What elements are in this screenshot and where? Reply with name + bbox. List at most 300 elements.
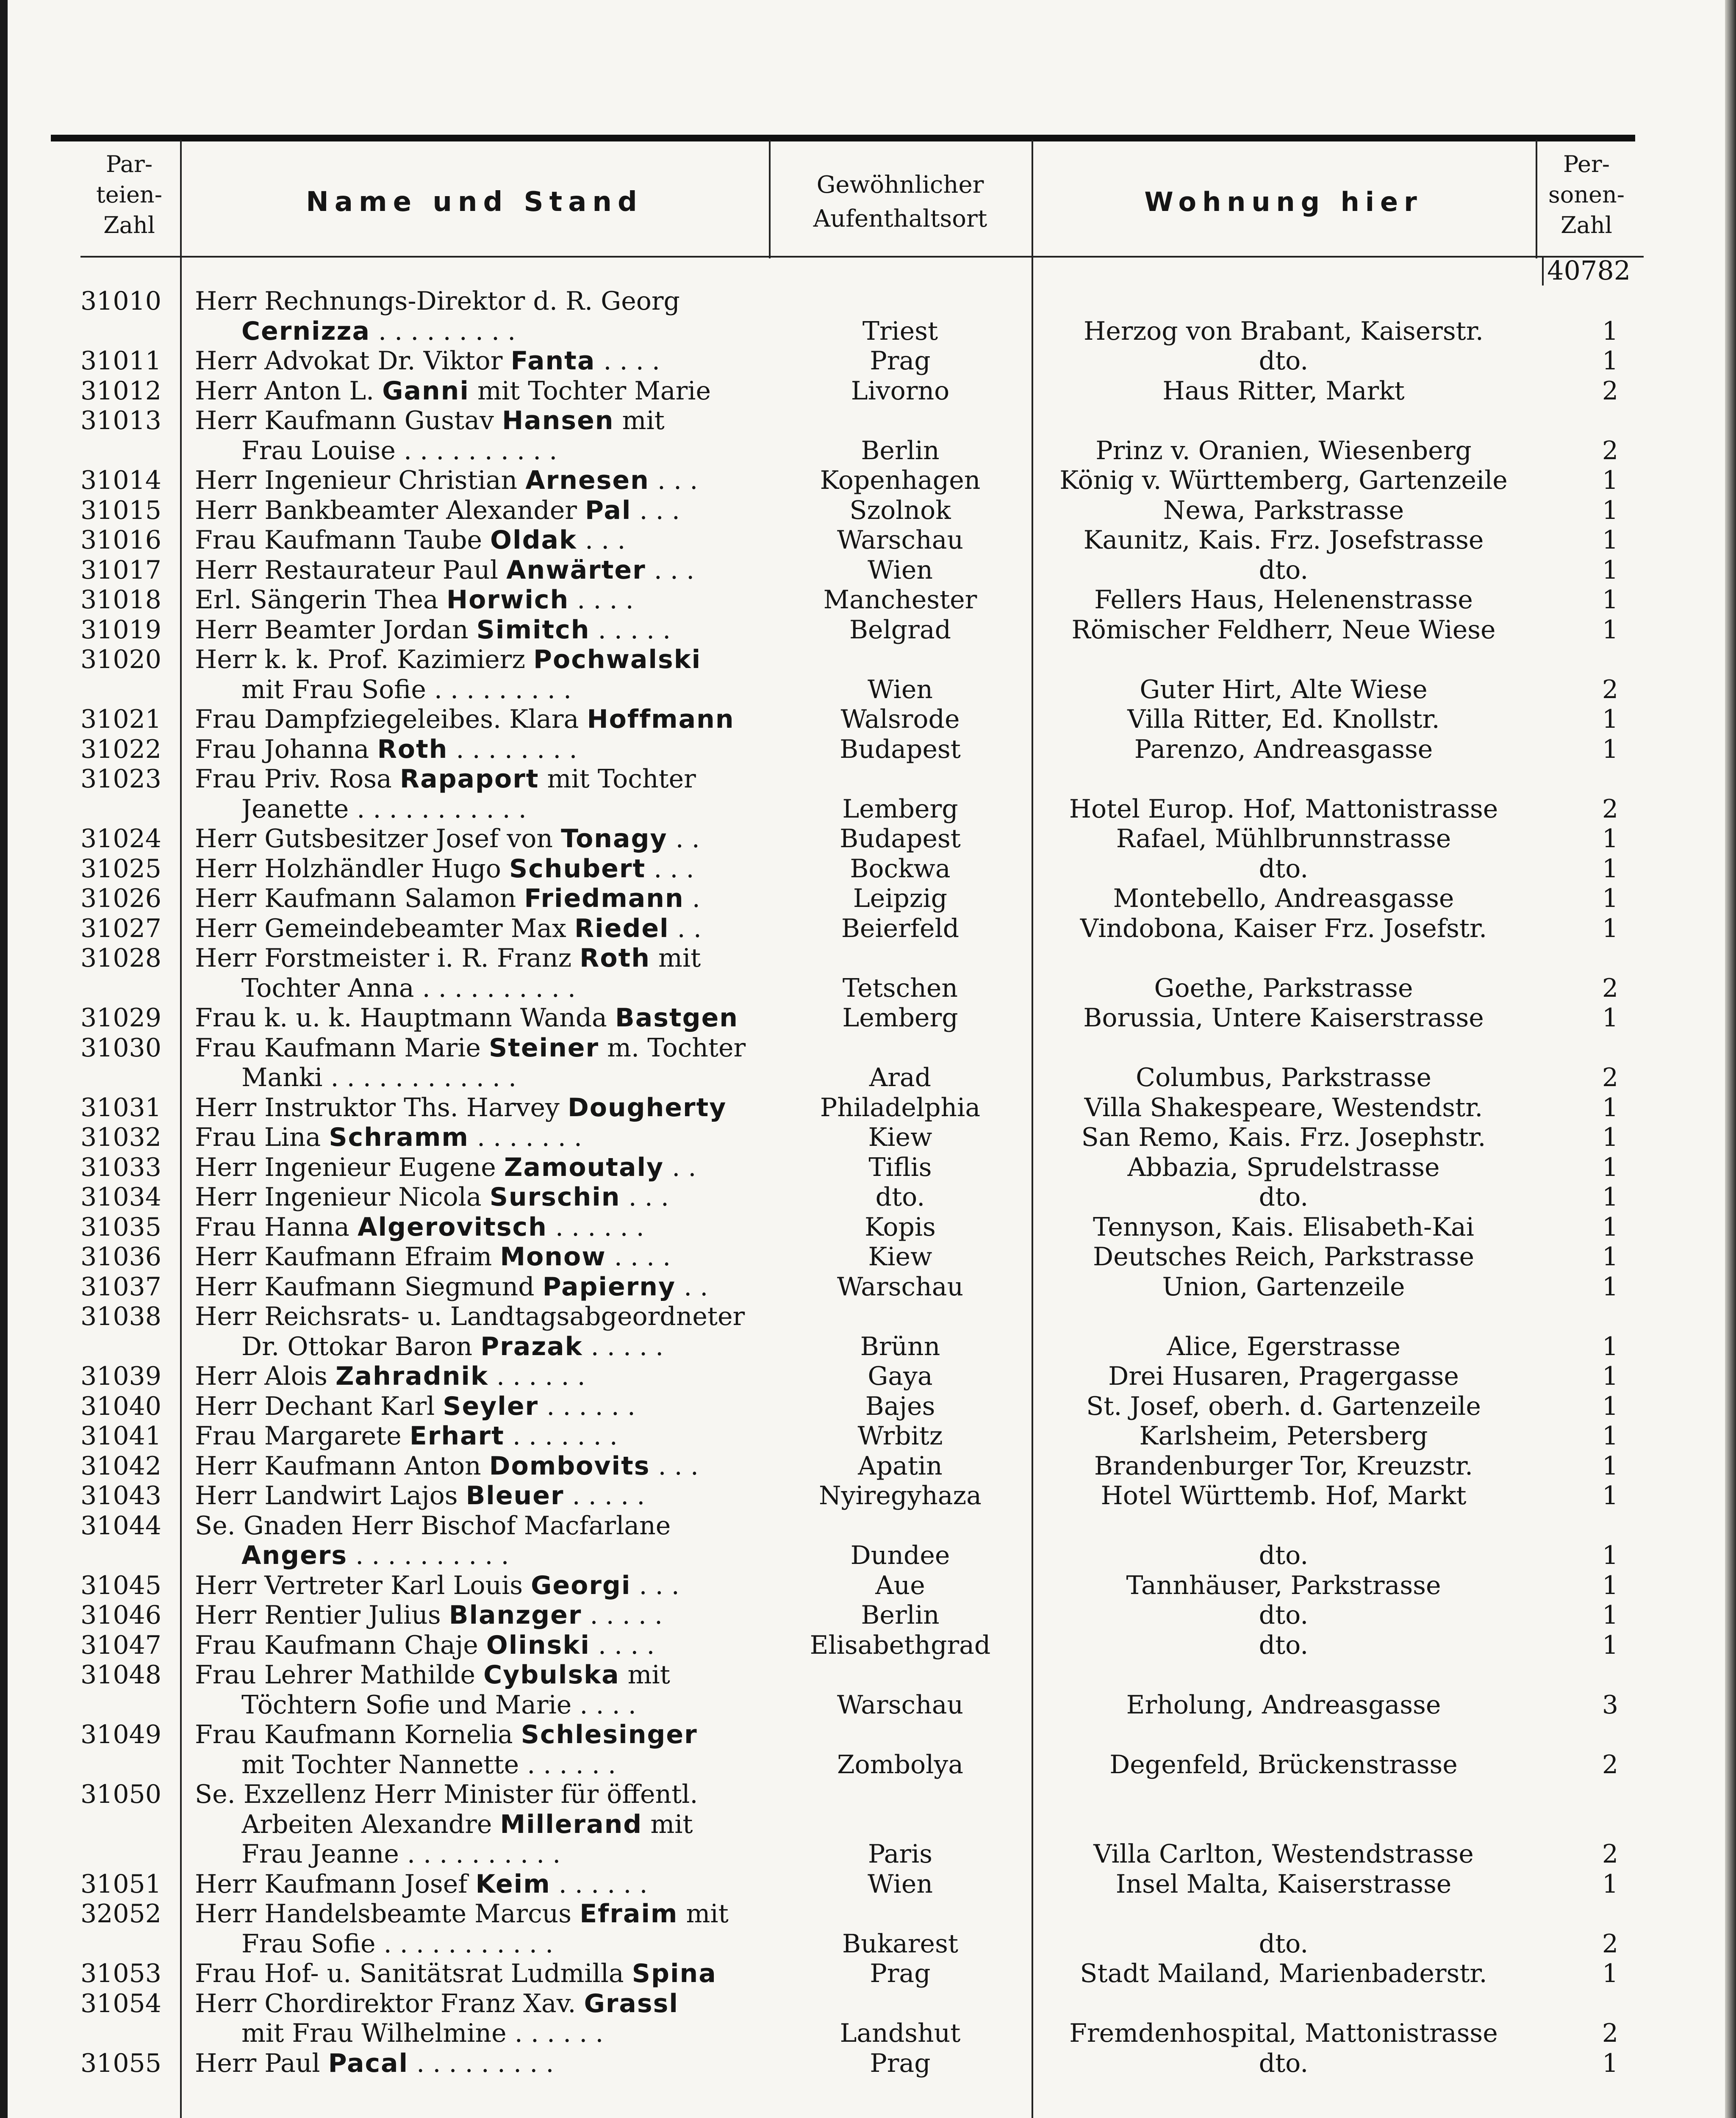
name-suffix: . . . . . .	[547, 1212, 644, 1242]
name-suffix: . . . . . .	[488, 1361, 585, 1391]
name-prefix: Frau Louise . . . . . . . . . .	[241, 435, 557, 466]
table-row	[0, 286, 1736, 316]
person-count: 2	[1602, 435, 1618, 466]
party-number: 32052	[80, 1899, 161, 1929]
name-prefix: Manki . . . . . . . . . . . .	[241, 1063, 517, 1092]
name-prefix: Frau Hof- u. Sanitätsrat Ludmilla	[195, 1959, 632, 1988]
name-and-status	[241, 1929, 763, 1959]
lodging-here: Hotel Württemb. Hof, Markt	[1101, 1481, 1467, 1511]
usual-residence: Paris	[868, 1839, 933, 1869]
party-number: 31038	[80, 1302, 161, 1331]
party-number: 31041	[80, 1421, 161, 1451]
lodging-here: dto.	[1259, 2048, 1309, 2078]
table-row	[0, 1481, 1736, 1511]
name-prefix: Herr Gutsbesitzer Josef von	[195, 824, 561, 854]
person-count: 1	[1602, 1541, 1618, 1570]
table-row	[0, 1899, 1736, 1929]
party-number: 31051	[80, 1869, 161, 1899]
person-count: 1	[1602, 346, 1618, 376]
lodging-here: Degenfeld, Brückenstrasse	[1109, 1749, 1458, 1780]
party-number: 31030	[80, 1033, 161, 1063]
party-number: 31019	[80, 615, 161, 645]
name-suffix: mit	[614, 406, 665, 435]
table-row	[0, 1003, 1736, 1033]
person-count: 1	[1602, 1481, 1618, 1511]
person-count: 1	[1602, 525, 1618, 555]
usual-residence: Arad	[869, 1063, 932, 1092]
name-and-status	[195, 1421, 763, 1451]
table-row	[0, 824, 1736, 854]
lodging-here: Abbazia, Sprudelstrasse	[1127, 1152, 1440, 1182]
surname: Pacal	[328, 2048, 409, 2078]
table-row	[0, 1451, 1736, 1481]
carry-forward-count: 40782	[1542, 256, 1649, 286]
surname: Cybulska	[483, 1660, 620, 1690]
name-prefix: Herr Ingenieur Nicola	[195, 1182, 490, 1212]
usual-residence: Warschau	[837, 1690, 964, 1720]
surname: Keim	[475, 1869, 551, 1899]
name-suffix: . . .	[646, 555, 695, 585]
name-suffix: . .	[667, 824, 700, 854]
person-count: 1	[1602, 1600, 1618, 1630]
name-prefix: Erl. Sängerin Thea	[195, 585, 446, 615]
lodging-here: Union, Gartenzeile	[1162, 1272, 1405, 1302]
party-number: 31034	[80, 1182, 161, 1212]
name-and-status	[195, 1451, 763, 1481]
person-count: 2	[1602, 2018, 1618, 2048]
name-prefix: Herr Rentier Julius	[195, 1600, 449, 1630]
person-count: 2	[1602, 376, 1618, 406]
surname: Simitch	[476, 615, 590, 645]
person-count: 2	[1602, 794, 1618, 824]
party-number: 31048	[80, 1660, 161, 1690]
name-and-status	[195, 555, 763, 585]
table-row	[0, 914, 1736, 944]
table-row	[0, 1600, 1736, 1630]
name-and-status	[195, 1600, 763, 1630]
party-number: 31047	[80, 1630, 161, 1660]
usual-residence: Budapest	[840, 734, 961, 764]
party-number: 31021	[80, 704, 161, 734]
lodging-here: dto.	[1259, 1541, 1309, 1570]
usual-residence: Dundee	[850, 1541, 950, 1570]
table-row	[0, 1392, 1736, 1422]
lodging-here: Stadt Mailand, Marienbaderstr.	[1080, 1959, 1487, 1988]
name-and-status	[195, 1003, 763, 1033]
name-and-status	[195, 1869, 763, 1899]
party-number: 31029	[80, 1003, 161, 1033]
column-rule	[1536, 140, 1537, 258]
person-count: 1	[1602, 555, 1618, 585]
surname: Erhart	[409, 1421, 505, 1451]
surname: Rapaport	[399, 764, 539, 794]
name-suffix: . . .	[577, 525, 626, 555]
table-row	[0, 1989, 1736, 2019]
usual-residence: Warschau	[837, 525, 964, 555]
name-prefix: Frau Sofie . . . . . . . . . . .	[241, 1929, 554, 1959]
name-prefix: Herr Handelsbeamte Marcus	[195, 1899, 580, 1929]
name-prefix: Frau Jeanne . . . . . . . . . .	[241, 1839, 561, 1869]
table-row	[0, 555, 1736, 585]
table-row	[0, 1660, 1736, 1690]
person-count: 1	[1602, 704, 1618, 734]
surname: Ganni	[382, 376, 469, 406]
name-and-status	[195, 286, 763, 316]
table-row	[0, 1123, 1736, 1153]
name-prefix: Jeanette . . . . . . . . . . .	[241, 794, 527, 824]
name-prefix: Herr Landwirt Lajos	[195, 1481, 466, 1511]
name-and-status	[195, 914, 763, 944]
person-count: 1	[1602, 854, 1618, 884]
person-count: 1	[1602, 1331, 1618, 1361]
person-count: 2	[1602, 674, 1618, 704]
lodging-here: dto.	[1259, 1630, 1309, 1660]
usual-residence: Berlin	[861, 435, 940, 466]
name-and-status	[195, 466, 763, 496]
usual-residence: Budapest	[840, 824, 961, 854]
header-bottom-rule	[80, 256, 1644, 258]
name-prefix: Herr Ingenieur Christian	[195, 466, 526, 495]
party-number: 31028	[80, 943, 161, 973]
party-number: 31054	[80, 1988, 161, 2018]
lodging-here: Prinz v. Oranien, Wiesenberg	[1095, 435, 1472, 466]
surname: Arnesen	[525, 466, 649, 495]
column-rule	[769, 140, 771, 258]
name-prefix: Herr Chordirektor Franz Xav.	[195, 1988, 584, 2018]
party-number: 31050	[80, 1780, 161, 1809]
name-prefix: Se. Gnaden Herr Bischof Macfarlane	[195, 1511, 671, 1541]
surname: Millerand	[500, 1809, 643, 1839]
lodging-here: Guter Hirt, Alte Wiese	[1140, 674, 1428, 704]
person-count: 1	[1602, 824, 1618, 854]
lodging-here: Villa Shakespeare, Westendstr.	[1084, 1092, 1483, 1123]
name-suffix: . . . . .	[590, 615, 671, 645]
table-row	[0, 1302, 1736, 1332]
lodging-here: dto.	[1259, 1182, 1309, 1212]
column-header-personen: Per- sonen- Zahl	[1548, 151, 1625, 238]
name-prefix: Herr Anton L.	[195, 376, 383, 406]
table-row	[0, 943, 1736, 973]
name-and-status	[195, 1361, 763, 1392]
name-and-status	[195, 496, 763, 526]
lodging-here: König v. Württemberg, Gartenzeile	[1059, 466, 1508, 495]
name-prefix: mit Tochter Nannette . . . . . .	[241, 1749, 616, 1780]
lodging-here: Haus Ritter, Markt	[1162, 376, 1405, 406]
name-prefix: Herr Rechnungs-Direktor d. R. Georg	[195, 286, 680, 316]
surname: Oldak	[490, 525, 577, 555]
table-top-rule	[51, 135, 1635, 141]
table-row	[0, 1839, 1736, 1869]
usual-residence: Bajes	[865, 1391, 935, 1421]
name-suffix: . . . . .	[582, 1331, 664, 1361]
party-number: 31032	[80, 1123, 161, 1152]
name-prefix: Frau Dampfziegeleibes. Klara	[195, 704, 587, 734]
table-row	[0, 704, 1736, 735]
lodging-here: Vindobona, Kaiser Frz. Josefstr.	[1080, 913, 1487, 943]
name-and-status	[195, 406, 763, 436]
person-count: 1	[1602, 1092, 1618, 1123]
name-prefix: Herr Kaufmann Siegmund	[195, 1272, 543, 1302]
table-row	[0, 884, 1736, 914]
usual-residence: Philadelphia	[820, 1092, 981, 1123]
person-count: 1	[1602, 1570, 1618, 1600]
usual-residence: Livorno	[851, 376, 950, 406]
surname: Surschin	[489, 1182, 621, 1212]
name-and-status	[195, 824, 763, 854]
lodging-here: Deutsches Reich, Parkstrasse	[1093, 1242, 1474, 1272]
surname: Steiner	[488, 1033, 599, 1063]
usual-residence: Brünn	[860, 1331, 940, 1361]
surname: Schramm	[329, 1123, 469, 1152]
name-prefix: Herr Kaufmann Josef	[195, 1869, 476, 1899]
name-and-status	[195, 1899, 763, 1929]
name-and-status	[241, 316, 763, 347]
name-prefix: Herr Holzhändler Hugo	[195, 854, 510, 884]
lodging-here: Herzog von Brabant, Kaiserstr.	[1084, 316, 1484, 346]
name-and-status	[195, 1242, 763, 1272]
person-count: 1	[1602, 1630, 1618, 1660]
name-prefix: Frau Priv. Rosa	[195, 764, 400, 794]
name-suffix: mit Tochter Marie	[469, 376, 711, 406]
name-and-status	[195, 1511, 763, 1541]
name-suffix: . . . .	[569, 585, 634, 615]
name-prefix: Tochter Anna . . . . . . . . . .	[241, 973, 576, 1003]
person-count: 1	[1602, 495, 1618, 525]
surname: Papierny	[542, 1272, 676, 1302]
party-number: 31037	[80, 1272, 161, 1302]
name-and-status	[195, 854, 763, 884]
surname: Blanzger	[449, 1600, 582, 1630]
name-and-status	[195, 1630, 763, 1661]
name-and-status	[195, 1212, 763, 1242]
lodging-here: Villa Ritter, Ed. Knollstr.	[1127, 704, 1440, 734]
person-count: 1	[1602, 316, 1618, 346]
name-prefix: Herr Kaufmann Anton	[195, 1451, 489, 1481]
name-and-status	[195, 2049, 763, 2079]
name-suffix: . . .	[631, 1570, 679, 1600]
lodging-here: Goethe, Parkstrasse	[1154, 973, 1413, 1003]
lodging-here: dto.	[1259, 1600, 1309, 1630]
name-and-status	[241, 1690, 763, 1720]
lodging-here: Rafael, Mühlbrunnstrasse	[1116, 824, 1451, 854]
surname: Roth	[377, 734, 448, 764]
table-row	[0, 1093, 1736, 1123]
person-count: 1	[1602, 1123, 1618, 1152]
person-count: 1	[1602, 585, 1618, 615]
name-suffix: . .	[669, 913, 702, 943]
lodging-here: Römischer Feldherr, Neue Wiese	[1071, 615, 1496, 645]
usual-residence: Prag	[870, 2048, 931, 2078]
name-suffix: . . . . .	[564, 1481, 645, 1511]
person-count: 1	[1602, 913, 1618, 943]
name-suffix: mit	[650, 943, 701, 973]
party-number: 31027	[80, 913, 161, 943]
surname: Pal	[585, 495, 632, 525]
party-number: 31046	[80, 1600, 161, 1630]
person-count: 1	[1602, 1182, 1618, 1212]
party-number: 31026	[80, 884, 161, 913]
lodging-here: Drei Husaren, Pragergasse	[1108, 1361, 1459, 1391]
surname: Monow	[500, 1242, 606, 1272]
surname: Efraim	[580, 1899, 678, 1929]
name-and-status	[241, 1063, 763, 1093]
usual-residence: Zombolya	[837, 1749, 964, 1780]
lodging-here: San Remo, Kais. Frz. Josephstr.	[1081, 1123, 1486, 1152]
name-suffix: . . .	[631, 495, 680, 525]
name-and-status	[195, 1093, 763, 1123]
column-header-aufenthalt: Gewöhnlicher Aufenthaltsort	[813, 171, 987, 233]
table-row	[0, 1690, 1736, 1720]
person-count: 3	[1602, 1690, 1618, 1720]
name-prefix: Herr Alois	[195, 1361, 336, 1391]
table-row	[0, 1750, 1736, 1780]
usual-residence: Gaya	[868, 1361, 933, 1391]
surname: Zamoutaly	[504, 1152, 664, 1182]
surname: Tonagy	[561, 824, 668, 854]
lodging-here: Tennyson, Kais. Elisabeth-Kai	[1093, 1212, 1474, 1242]
name-prefix: Dr. Ottokar Baron	[241, 1331, 481, 1361]
usual-residence: Kiew	[868, 1123, 932, 1152]
usual-residence: Kopis	[865, 1212, 936, 1242]
person-count: 1	[1602, 734, 1618, 764]
name-and-status	[195, 525, 763, 555]
lodging-here: Villa Carlton, Westendstrasse	[1093, 1839, 1474, 1869]
party-number: 31043	[80, 1481, 161, 1511]
party-number: 31011	[80, 346, 161, 376]
table-row	[0, 1780, 1736, 1810]
person-count: 1	[1602, 884, 1618, 913]
name-suffix: . . . . . . . . . .	[347, 1541, 509, 1570]
person-count: 1	[1602, 1451, 1618, 1481]
table-row	[0, 1332, 1736, 1362]
table-row	[0, 466, 1736, 496]
party-number: 31035	[80, 1212, 161, 1242]
name-suffix: . .	[664, 1152, 696, 1182]
person-count: 2	[1602, 1929, 1618, 1959]
table-row	[0, 1182, 1736, 1212]
lodging-here: Columbus, Parkstrasse	[1136, 1063, 1431, 1092]
usual-residence: Berlin	[861, 1600, 940, 1630]
name-and-status	[195, 585, 763, 615]
name-and-status	[241, 1332, 763, 1362]
name-suffix: . . . .	[590, 1630, 655, 1660]
name-and-status	[195, 346, 763, 376]
table-row	[0, 854, 1736, 884]
table-row	[0, 1242, 1736, 1272]
surname: Anwärter	[506, 555, 646, 585]
name-prefix: Frau Lina	[195, 1123, 329, 1152]
name-prefix: Herr Dechant Karl	[195, 1391, 443, 1421]
party-number: 31055	[80, 2048, 161, 2078]
person-count: 2	[1602, 973, 1618, 1003]
lodging-here: Montebello, Andreasgasse	[1113, 884, 1454, 913]
usual-residence: Triest	[862, 316, 938, 346]
table-row	[0, 973, 1736, 1004]
name-prefix: Töchtern Sofie und Marie . . . .	[241, 1690, 636, 1720]
table-row	[0, 1571, 1736, 1601]
name-prefix: Frau Hanna	[195, 1212, 358, 1242]
table-row	[0, 764, 1736, 794]
name-prefix: Herr Kaufmann Efraim	[195, 1242, 500, 1272]
name-prefix: Herr Ingenieur Eugene	[195, 1152, 504, 1182]
name-prefix: Herr Bankbeamter Alexander	[195, 495, 585, 525]
name-and-status	[195, 735, 763, 765]
usual-residence: Nyiregyhaza	[819, 1481, 982, 1511]
surname: Cernizza	[241, 316, 370, 346]
name-and-status	[241, 2018, 763, 2049]
usual-residence: dto.	[875, 1182, 925, 1212]
name-suffix: . .	[676, 1272, 708, 1302]
person-count: 1	[1602, 1391, 1618, 1421]
person-count: 2	[1602, 1839, 1618, 1869]
surname: Schlesinger	[521, 1720, 698, 1749]
name-and-status	[241, 973, 763, 1004]
table-row	[0, 376, 1736, 406]
name-and-status	[195, 1660, 763, 1690]
name-and-status	[195, 1153, 763, 1183]
table-row	[0, 645, 1736, 675]
name-and-status	[195, 1959, 763, 1989]
table-row	[0, 1153, 1736, 1183]
usual-residence: Tetschen	[842, 973, 958, 1003]
surname: Prazak	[480, 1331, 583, 1361]
lodging-here: St. Josef, oberh. d. Gartenzeile	[1086, 1391, 1481, 1421]
table-row	[0, 1810, 1736, 1840]
person-count: 1	[1602, 1272, 1618, 1302]
table-row	[0, 675, 1736, 705]
usual-residence: Prag	[870, 346, 931, 376]
person-count: 2	[1602, 1063, 1618, 1092]
usual-residence: Apatin	[858, 1451, 943, 1481]
surname: Grassl	[584, 1988, 679, 2018]
person-count: 1	[1602, 1959, 1618, 1988]
name-suffix: . . . .	[595, 346, 660, 376]
name-prefix: Frau Kaufmann Taube	[195, 525, 491, 555]
table-row	[0, 1033, 1736, 1063]
lodging-here: Karlsheim, Petersberg	[1139, 1421, 1428, 1451]
surname: Algerovitsch	[358, 1212, 547, 1242]
name-prefix: Herr Vertreter Karl Louis	[195, 1570, 531, 1600]
lodging-here: dto.	[1259, 346, 1309, 376]
table-row	[0, 316, 1736, 347]
person-count: 1	[1602, 1361, 1618, 1391]
usual-residence: Wien	[868, 1869, 933, 1899]
name-and-status	[241, 1810, 763, 1840]
usual-residence: Landshut	[840, 2018, 961, 2048]
name-and-status	[195, 645, 763, 675]
table-row	[0, 496, 1736, 526]
table-row	[0, 1361, 1736, 1392]
name-suffix: . . .	[620, 1182, 669, 1212]
name-suffix: . . . .	[606, 1242, 671, 1272]
party-number: 31017	[80, 555, 161, 585]
name-and-status	[195, 376, 763, 406]
name-prefix: Frau Kaufmann Chaje	[195, 1630, 486, 1660]
surname: Dougherty	[567, 1092, 727, 1123]
party-number: 31023	[80, 764, 161, 794]
name-and-status	[195, 1272, 763, 1302]
party-number: 31033	[80, 1152, 161, 1182]
usual-residence: Wien	[868, 674, 933, 704]
party-number: 31045	[80, 1570, 161, 1600]
person-count: 1	[1602, 1869, 1618, 1899]
table-row	[0, 1063, 1736, 1093]
name-suffix: . . . . . . . . .	[370, 316, 516, 346]
usual-residence: Szolnok	[849, 495, 951, 525]
person-count: 1	[1602, 466, 1618, 495]
usual-residence: Kopenhagen	[820, 466, 981, 495]
name-and-status	[195, 943, 763, 973]
